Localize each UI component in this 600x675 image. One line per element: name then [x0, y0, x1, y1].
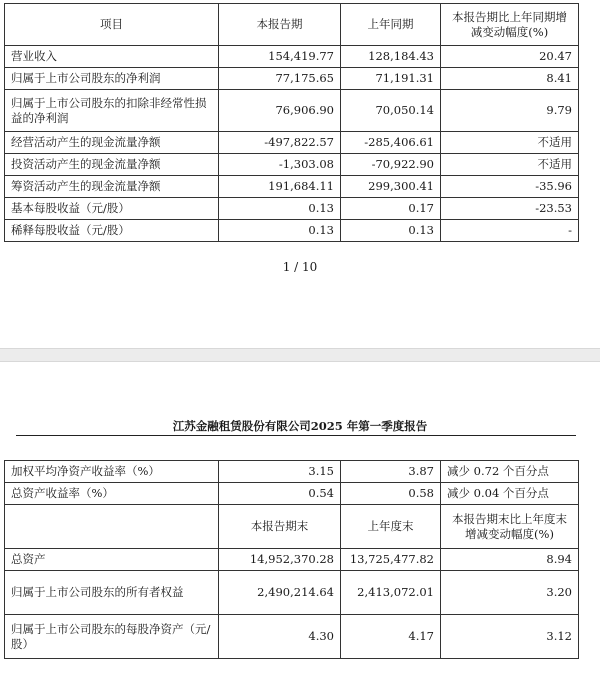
prior-value: 13,725,477.82: [341, 549, 441, 571]
row-label: 基本每股收益（元/股）: [5, 198, 219, 220]
subheader-blank: [5, 505, 219, 549]
prior-value: -285,406.61: [341, 132, 441, 154]
row-label: 归属于上市公司股东的所有者权益: [5, 571, 219, 615]
row-label: 归属于上市公司股东的每股净资产（元/股）: [5, 615, 219, 659]
prior-value: 299,300.41: [341, 176, 441, 198]
current-value: 4.30: [219, 615, 341, 659]
prior-value: -70,922.90: [341, 154, 441, 176]
row-label: 归属于上市公司股东的扣除非经常性损益的净利润: [5, 90, 219, 132]
change-value: 9.79: [441, 90, 579, 132]
change-value: 不适用: [441, 132, 579, 154]
current-value: 0.13: [219, 220, 341, 242]
table-subheader-row: [5, 505, 579, 549]
table-row: [5, 198, 579, 220]
change-value: 3.20: [441, 571, 579, 615]
page-gap: [0, 348, 600, 362]
row-label: 总资产: [5, 549, 219, 571]
row-label: 稀释每股收益（元/股）: [5, 220, 219, 242]
row-label: 营业收入: [5, 46, 219, 68]
change-value: 减少 0.04 个百分点: [441, 483, 579, 505]
current-value: 154,419.77: [219, 46, 341, 68]
change-value: 减少 0.72 个百分点: [441, 461, 579, 483]
current-value: 0.54: [219, 483, 341, 505]
table-row: [5, 176, 579, 198]
prior-value: 0.17: [341, 198, 441, 220]
table-row: [5, 483, 579, 505]
row-label: 经营活动产生的现金流量净额: [5, 132, 219, 154]
table-row: [5, 571, 579, 615]
subheader-change: 本报告期末比上年度末增减变动幅度(%): [441, 505, 579, 549]
page-number: 1 / 10: [282, 260, 318, 274]
report-title: 江苏金融租赁股份有限公司2025 年第一季度报告: [172, 419, 428, 433]
prior-value: 71,191.31: [341, 68, 441, 90]
change-value: 3.12: [441, 615, 579, 659]
header-item: 项目: [5, 4, 219, 46]
row-label: 归属于上市公司股东的净利润: [5, 68, 219, 90]
change-value: -35.96: [441, 176, 579, 198]
current-value: 3.15: [219, 461, 341, 483]
table-row: [5, 154, 579, 176]
change-value: 8.41: [441, 68, 579, 90]
current-value: -1,303.08: [219, 154, 341, 176]
table-header-row: [5, 4, 579, 46]
current-value: 191,684.11: [219, 176, 341, 198]
table-row: [5, 46, 579, 68]
row-label: 加权平均净资产收益率（%）: [5, 461, 219, 483]
table-row: [5, 461, 579, 483]
key-financials-table: [4, 3, 579, 242]
current-value: 2,490,214.64: [219, 571, 341, 615]
prior-value: 4.17: [341, 615, 441, 659]
change-value: -23.53: [441, 198, 579, 220]
current-value: 77,175.65: [219, 68, 341, 90]
prior-value: 0.13: [341, 220, 441, 242]
header-current-period: 本报告期: [219, 4, 341, 46]
change-value: 不适用: [441, 154, 579, 176]
change-value: -: [441, 220, 579, 242]
subheader-prior-year-end: 上年度末: [341, 505, 441, 549]
prior-value: 2,413,072.01: [341, 571, 441, 615]
current-value: 76,906.90: [219, 90, 341, 132]
prior-value: 128,184.43: [341, 46, 441, 68]
title-rule: [16, 435, 576, 436]
prior-value: 70,050.14: [341, 90, 441, 132]
table-row: [5, 220, 579, 242]
prior-value: 3.87: [341, 461, 441, 483]
table-row: [5, 132, 579, 154]
balance-metrics-table: [4, 460, 579, 659]
current-value: 14,952,370.28: [219, 549, 341, 571]
current-value: 0.13: [219, 198, 341, 220]
change-value: 8.94: [441, 549, 579, 571]
header-change: 本报告期比上年同期增减变动幅度(%): [441, 4, 579, 46]
table-row: [5, 549, 579, 571]
prior-value: 0.58: [341, 483, 441, 505]
table-row: [5, 68, 579, 90]
row-label: 投资活动产生的现金流量净额: [5, 154, 219, 176]
header-prior-period: 上年同期: [341, 4, 441, 46]
change-value: 20.47: [441, 46, 579, 68]
table-row: [5, 615, 579, 659]
row-label: 总资产收益率（%）: [5, 483, 219, 505]
subheader-period-end: 本报告期末: [219, 505, 341, 549]
current-value: -497,822.57: [219, 132, 341, 154]
table-row: [5, 90, 579, 132]
row-label: 筹资活动产生的现金流量净额: [5, 176, 219, 198]
